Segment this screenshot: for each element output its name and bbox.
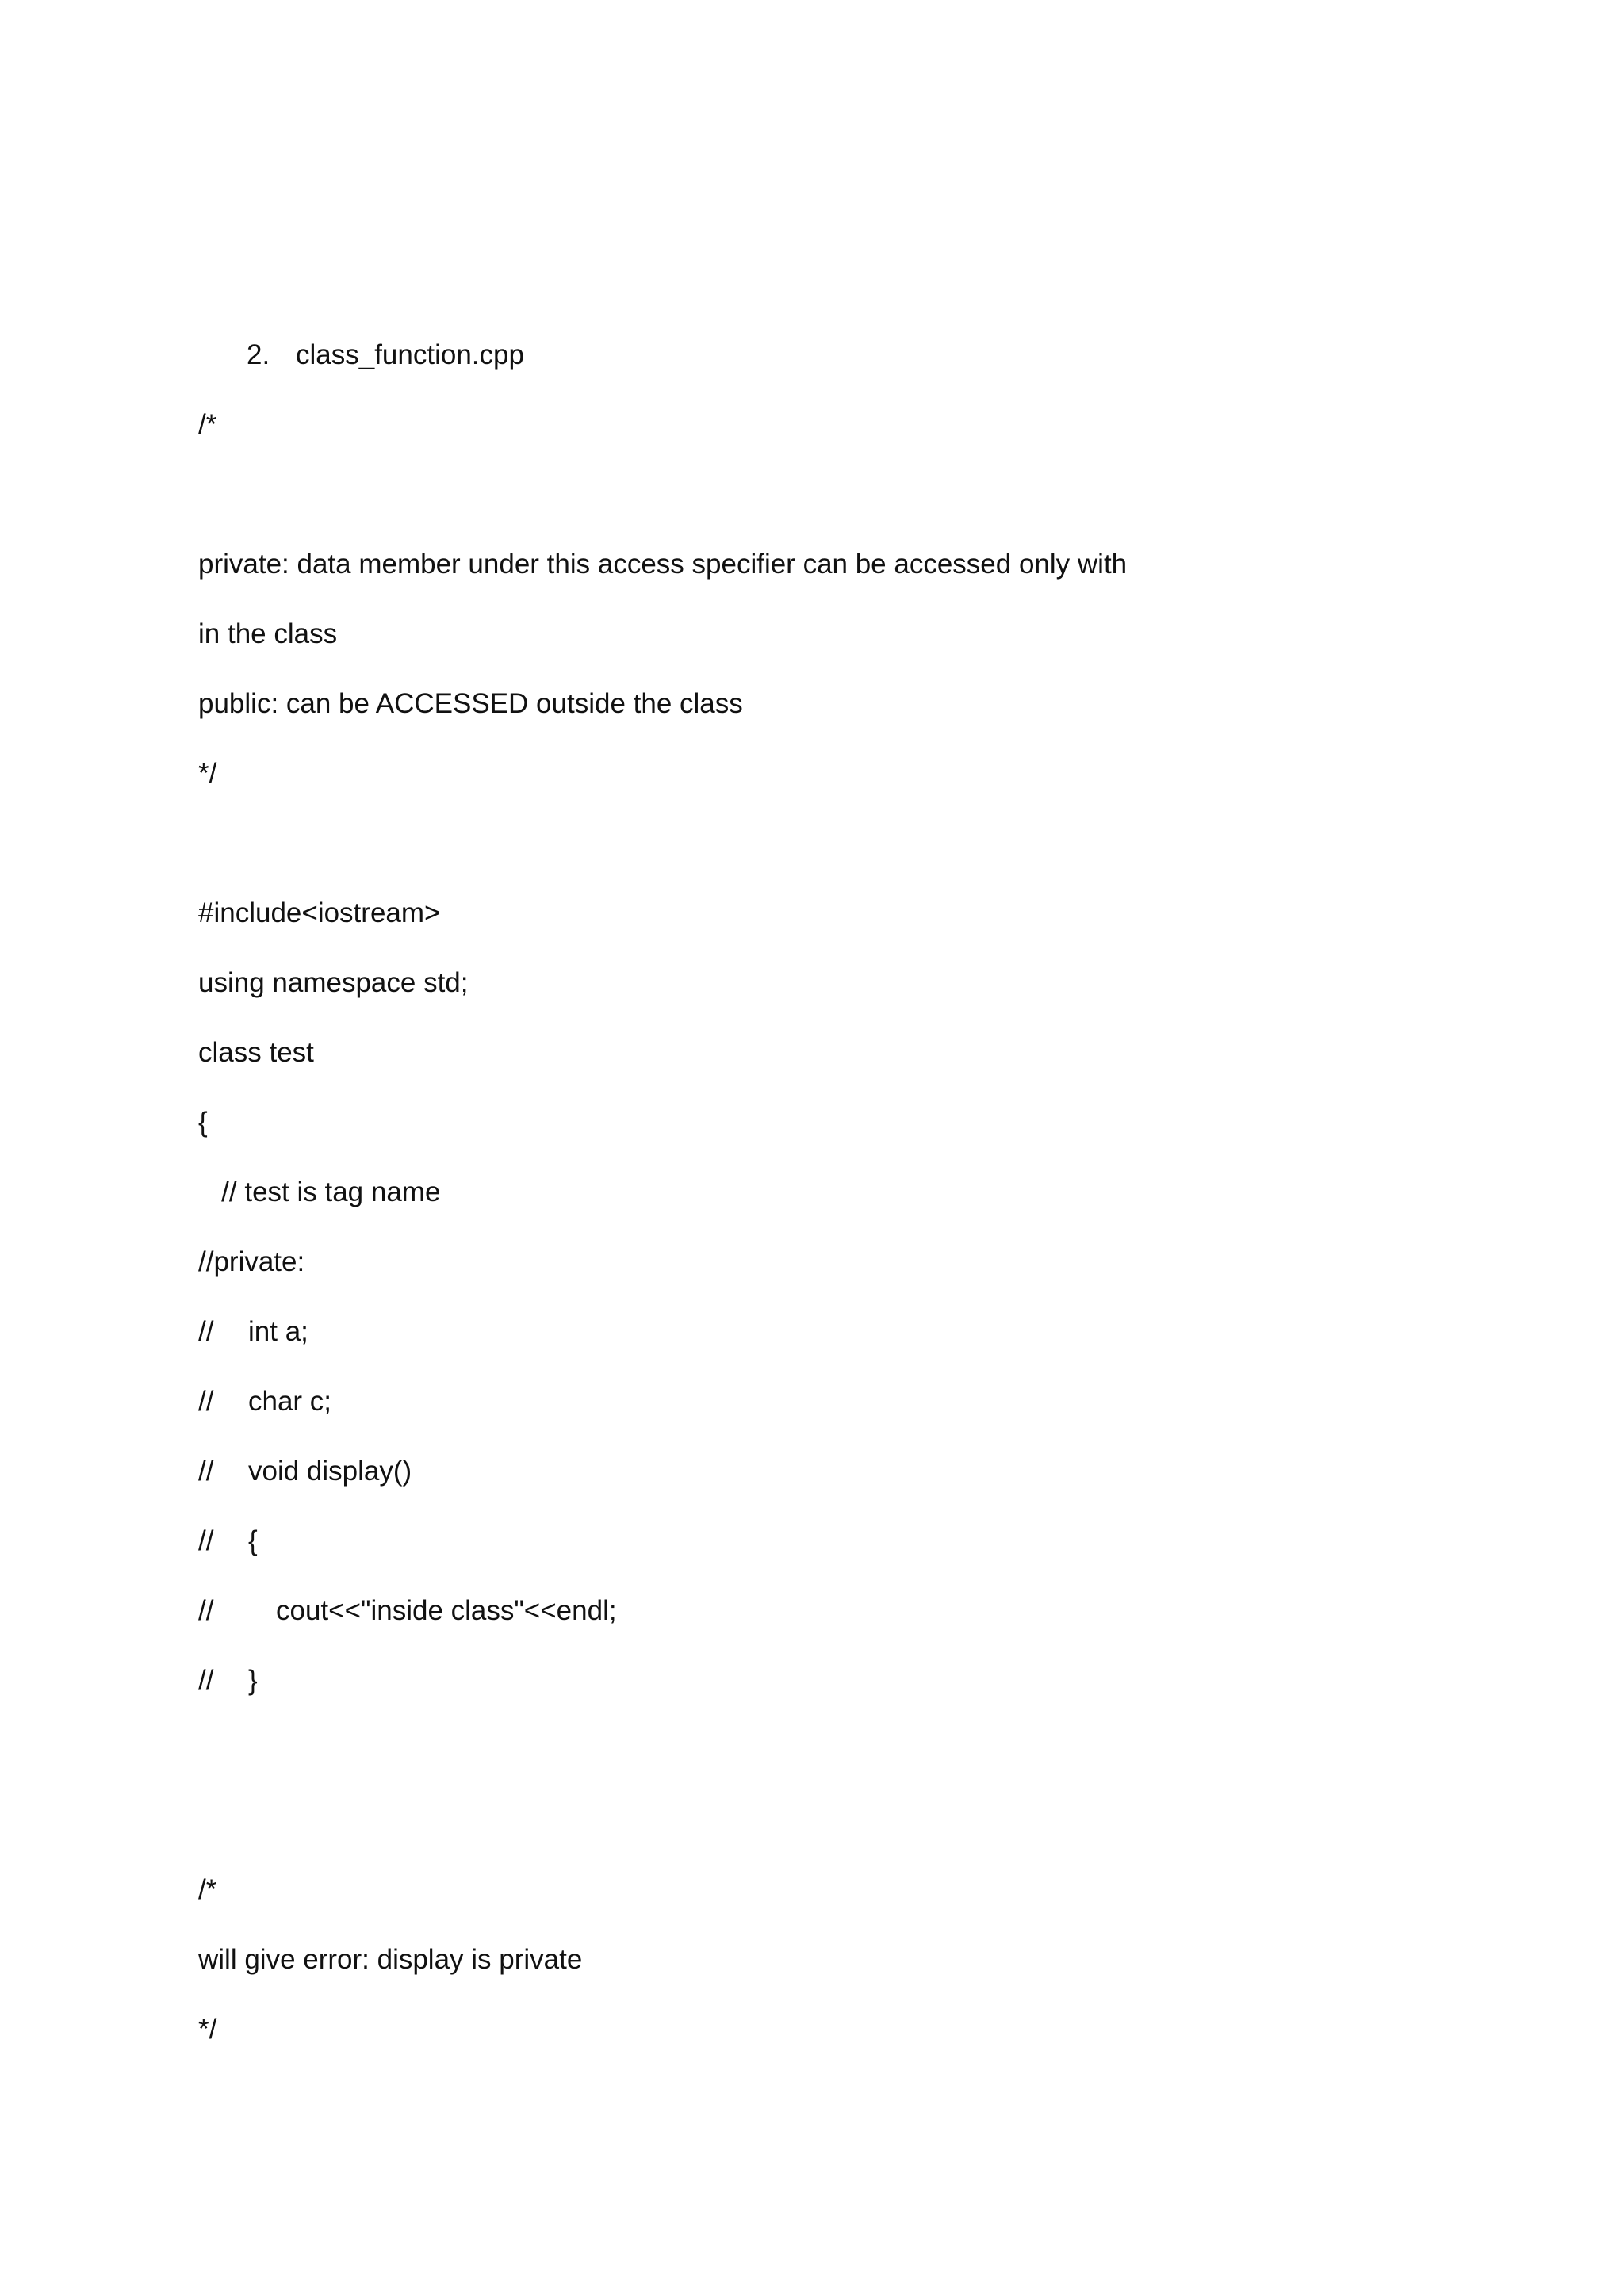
- class-declaration: class test: [198, 1037, 314, 1068]
- comment-open: /*: [198, 409, 217, 440]
- comment-private-description: private: data member under this access specifier can be accessed only with: [198, 549, 1128, 580]
- include-directive: #include<iostream>: [198, 897, 441, 928]
- comment-close: */: [198, 758, 217, 789]
- commented-code-line: }: [248, 1665, 258, 1696]
- file-name-heading: class_function.cpp: [296, 339, 524, 370]
- commented-code-line: char c;: [248, 1386, 332, 1417]
- error-comment-close: */: [198, 2014, 217, 2045]
- error-comment-open: /*: [198, 1874, 217, 1905]
- commented-code-line: int a;: [248, 1316, 308, 1347]
- comment-prefix: //: [198, 1316, 214, 1347]
- comment-private-continuation: in the class: [198, 618, 338, 649]
- commented-code-line: {: [248, 1525, 258, 1556]
- open-brace: {: [198, 1107, 208, 1138]
- list-number: 2.: [247, 339, 270, 370]
- tag-name-comment: // test is tag name: [198, 1177, 441, 1207]
- private-comment: //private:: [198, 1246, 305, 1277]
- comment-prefix: //: [198, 1595, 214, 1626]
- commented-code-line: cout<<"inside class"<<endl;: [276, 1595, 617, 1626]
- comment-public-description: public: can be ACCESSED outside the class: [198, 688, 743, 719]
- commented-code-line: void display(): [248, 1456, 412, 1487]
- comment-prefix: //: [198, 1665, 214, 1696]
- error-comment-text: will give error: display is private: [198, 1944, 583, 1975]
- comment-prefix: //: [198, 1386, 214, 1417]
- comment-prefix: //: [198, 1525, 214, 1556]
- using-namespace: using namespace std;: [198, 967, 469, 998]
- comment-prefix: //: [198, 1456, 214, 1487]
